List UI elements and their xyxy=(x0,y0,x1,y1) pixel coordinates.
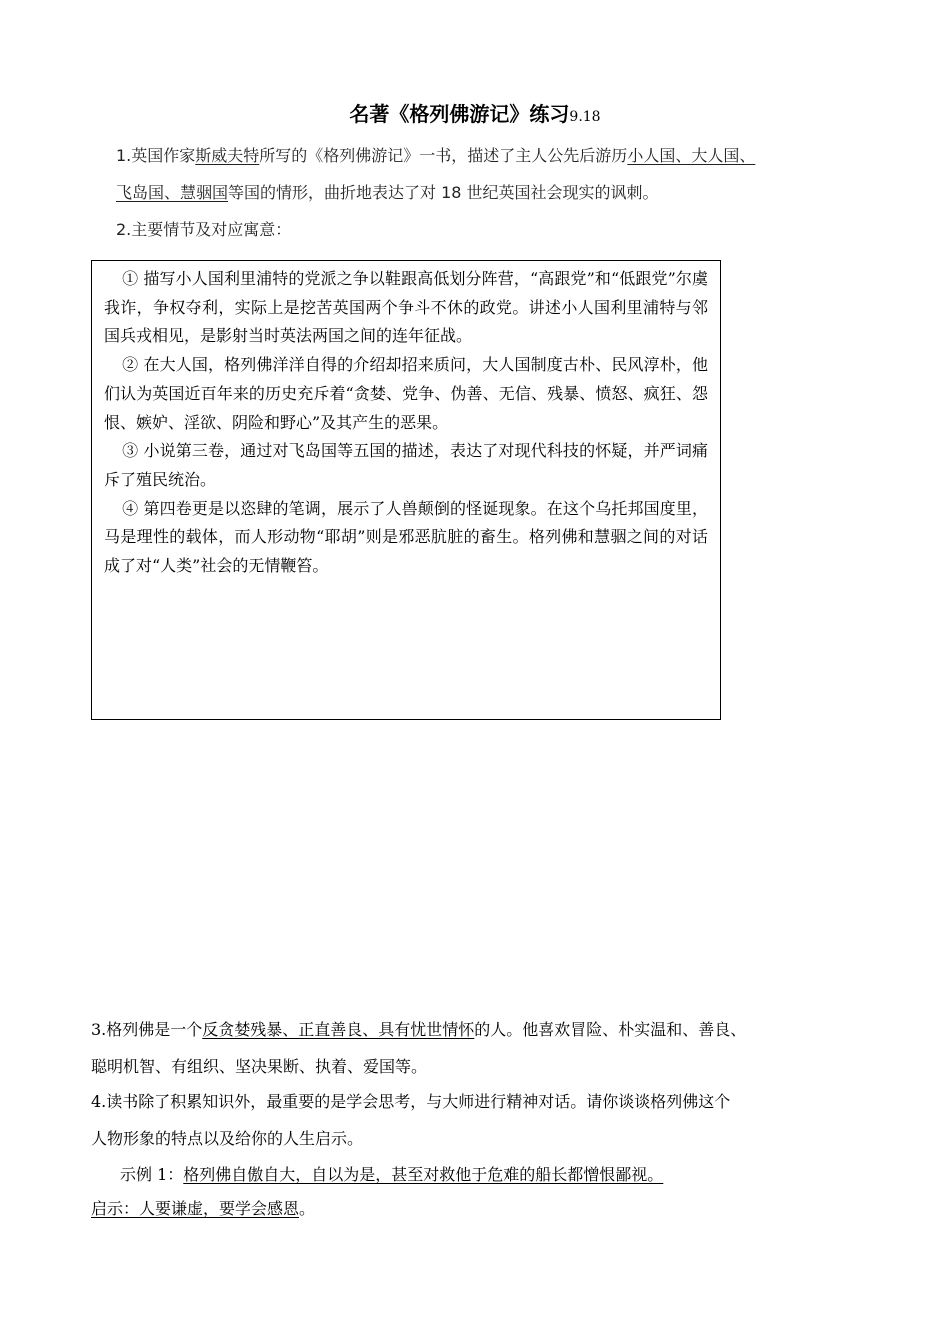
q4-line2: 人物形象的特点以及给你的人生启示。 xyxy=(91,1129,364,1148)
q1-countries-a: 小人国、大人国、 xyxy=(627,146,756,165)
q3-line1 xyxy=(91,1017,746,1040)
example-label: 示例 1： xyxy=(120,1165,184,1184)
box-paragraph-2: ② 在大人国，格列佛洋洋自得的介绍却招来质问，大人国制度古朴、民风淳朴，他们认为英国近百年来的历史充斥着“贪婪、党争、伪善、无信、残暴、愤怒、疯狂、怨恨、嫉妒、淫欲、阴险和野心”及其产生的恶果。 xyxy=(104,355,708,432)
q3-line2: 聪明机智、有组织、坚决果断、执着、爱国等。 xyxy=(91,1057,428,1076)
q1-countries-b: 飞岛国、慧骃国 xyxy=(116,183,229,202)
q1-line2 xyxy=(116,180,659,203)
q1-prefix: 1.英国作家 xyxy=(116,146,196,165)
q3-suffix: 的人。他喜欢冒险、朴实温和、善良、 xyxy=(474,1020,747,1039)
title-date: 9.18 xyxy=(569,109,601,125)
q3-prefix: 3.格列佛是一个 xyxy=(91,1020,203,1039)
page-title xyxy=(0,98,950,127)
q1-line1 xyxy=(116,143,755,166)
q1-author: 斯威夫特 xyxy=(195,146,260,165)
q1-suffix: 等国的情形，曲折地表达了对 18 世纪英国社会现实的讽刺。 xyxy=(228,183,659,202)
q2-label: 2.主要情节及对应寓意： xyxy=(116,220,292,239)
example-text: 格列佛自傲自大，自以为是，甚至对救他于危难的船长都憎恨鄙视。 xyxy=(183,1165,664,1184)
box-paragraph-1: ① 描写小人国利里浦特的党派之争以鞋跟高低划分阵营，“高跟党”和“低跟党”尔虞我诈，争权夺利，实际上是挖苦英国两个争斗不休的政党。讲述小人国利里浦特与邻国兵戎相见，是影射当时英法两国之间的连年征战。 xyxy=(104,269,708,346)
title-main: 名著《格列佛游记》练习 xyxy=(349,102,570,126)
plot-meaning-box xyxy=(91,260,721,720)
q4-example xyxy=(120,1162,663,1185)
q1-mid: 所写的《格列佛游记》一书，描述了主人公先后游历 xyxy=(259,146,628,165)
box-paragraph-4: ④ 第四卷更是以恣肆的笔调，展示了人兽颠倒的怪诞现象。在这个乌托邦国度里，马是理性的载体，而人形动物“耶胡”则是邪恶肮脏的畜生。格列佛和慧骃之间的对话成了对“人类”社会的无情鞭笞。 xyxy=(104,498,708,576)
insight-end: 。 xyxy=(299,1199,316,1218)
insight-text: 启示：人要谦虚，要学会感恩 xyxy=(91,1199,300,1218)
q3-trait: 反贪婪残暴、正直善良、具有忧世情怀 xyxy=(202,1020,475,1039)
q4-line1: 4.读书除了积累知识外，最重要的是学会思考，与大师进行精神对话。请你谈谈格列佛这个 xyxy=(91,1092,731,1111)
q4-insight xyxy=(91,1196,315,1219)
box-paragraph-3: ③ 小说第三卷，通过对飞岛国等五国的描述，表达了对现代科技的怀疑，并严词痛斥了殖民统治。 xyxy=(104,441,708,489)
